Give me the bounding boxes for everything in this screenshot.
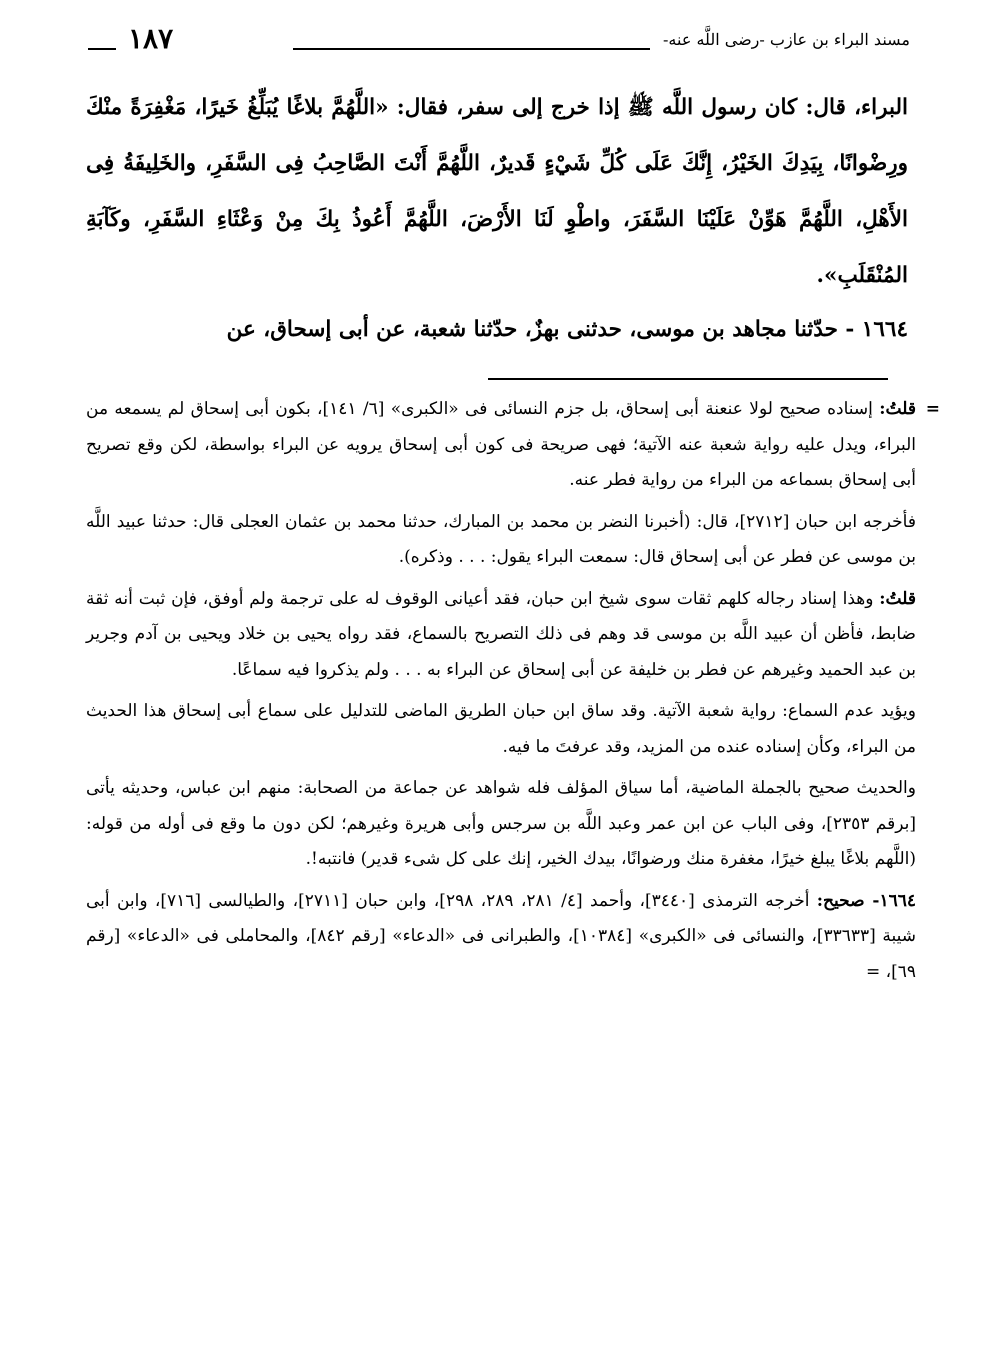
footnote-text: فأخرجه ابن حبان [٢٧١٢]، قال: (أخبرنا النضر بن محمد بن المبارك، حدثنا محمد بن عثمان العجلى قال: حدثنا عبيد اللَّه بن موسى عن فطر عن أبى إسحاق قال: سمعت البراء يقول: . . . وذكره). [86,511,916,567]
header-rule [293,48,650,50]
hadith-number: ١٦٦٤ - [845,317,908,342]
page-number: ١٨٧ [128,22,174,55]
page-header [88,22,910,62]
footnote-paragraph [86,771,916,878]
footnote-text: وهذا إسناد رجاله كلهم ثقات سوى شيخ ابن حبان، فقد أعيانى الوقوف له على ترجمة ولم أوفق، فإن ثبت أنه ثقة ضابط، فأظن أن عبيد اللَّه بن موسى قد وهم فى ذلك التصريح بالسماع، فقد رواه يحيى بن خلاد ويحيى بن آدم وجرير بن عبد الحميد وغيرهم عن فطر بن خليفة عن أبى إسحاق عن البراء به . . . ولم يذكروا فيه سماعًا. [86,588,916,680]
footnote-paragraph [86,505,916,576]
footnote-text: والحديث صحيح بالجملة الماضية، أما سياق المؤلف فله شواهد عن جماعة من الصحابة: منهم ابن عباس، وحديثه يأتى [برقم ٢٣٥٣]، وفى الباب عن ابن عمر وعبد اللَّه بن سرجس وأبى هريرة وغيرهم؛ لكن دون ما وقع فى أوله من قوله: (اللَّهم بلاغًا يبلغ خيرًا، مغفرة منك ورضوانًا، بيدك الخير، إنك على كل شىء قدير) فانتبه!. [86,778,916,869]
footnote-paragraph [86,694,916,765]
hadith-1664-opening [86,310,908,350]
footnote-label: قلتُ: [879,588,916,609]
footnote-separator [488,378,888,380]
main-text [86,80,908,304]
hadith-1663-text: البراء، قال: كان رسول اللَّه ﷺ إذا خرج إلى سفر، فقال: «اللَّهُمَّ بلاغًا يُبَلِّغُ خَيرًا، مَغْفِرَةً منْكَ ورِضْوانًا، بِيَدِكَ الخَيْرُ، إِنَّكَ عَلَى كُلِّ شَيْءٍ قَديرٌ، اللَّهُمَّ أَنْتَ الصَّاحِبُ فِى السَّفَرِ، والخَلِيفَةُ فِى الأَهْلِ، اللَّهُمَّ هَوِّنْ عَلَيْنَا السَّفَرَ، واطْوِ لَنَا الأَرْضَ، اللَّهُمَّ أَعُوذُ بِكَ مِنْ وَعْثَاءِ السَّفَرِ، وكَآبَةِ المُنْقَلَبِ». [86,95,908,288]
hadith-isnad: حدّثنا مجاهد بن موسى، حدثنى بهزٌ، حدّثنا شعبة، عن أبى إسحاق، عن [226,317,838,342]
footnote-paragraph [86,884,916,991]
footnote-label: ١٦٦٤- صحيح: [816,890,917,911]
footnote-paragraph [86,392,940,499]
page-number-dash [88,48,116,50]
footnotes [86,392,940,996]
footnote-text: أخرجه الترمذى [٣٤٤٠]، وأحمد [٤/ ٢٨١، ٢٨٩، ٢٩٨]، وابن حبان [٢٧١١]، والطيالسى [٧١٦]، وابن أبى شيبة [٣٣٦٣٣]، والنسائى فى «الكبرى» [١٠٣٨٤]، والطبرانى فى «الدعاء» [رقم ٨٤٢]، والمحاملى فى «الدعاء» [رقم ٦٩]، = [86,890,917,982]
footnote-label: قلتُ: [879,399,916,419]
continuation-mark: = [925,399,940,419]
running-title: مسند البراء بن عازب -رضى اللَّه عنه- [663,30,910,49]
footnote-text: ويؤيد عدم السماع: رواية شعبة الآتية. وقد ساق ابن حبان الطريق الماضى للتدليل على سماع أبى إسحاق هذا الحديث من البراء، وكأن إسناده عنده من المزيد، وقد عرفتَ ما فيه. [86,701,916,757]
footnote-text: إسناده صحيح لولا عنعنة أبى إسحاق، بل جزم النسائى فى «الكبرى» [٦/ ١٤١]، بكون أبى إسحاق لم يسمعه من البراء، ويدل عليه رواية شعبة عنه الآتية؛ فهى صريحة فى كون أبى إسحاق يرويه عن البراء بواسطة، لكن وقع تصريح أبى إسحاق بسماعه من البراء من رواية فطر عنه. [86,399,916,490]
footnote-paragraph [86,582,916,689]
